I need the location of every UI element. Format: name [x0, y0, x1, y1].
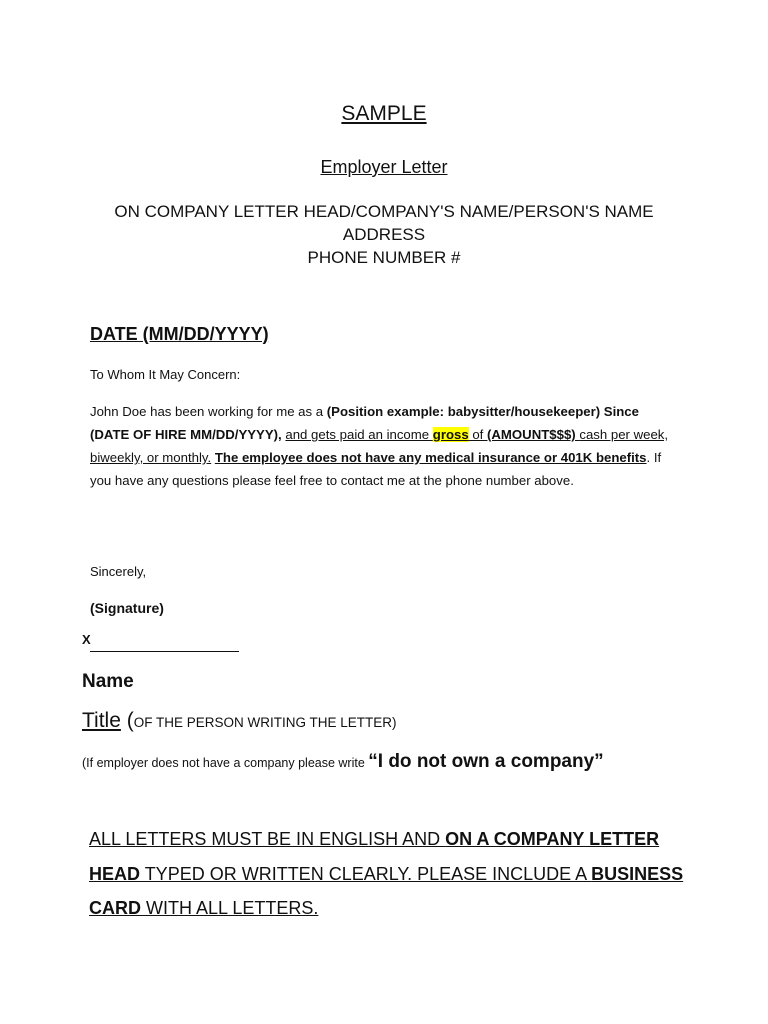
letter-date: DATE (MM/DD/YYYY): [90, 324, 269, 344]
document-title: SAMPLE: [341, 102, 427, 125]
no-company-quote: “I do not own a company”: [368, 751, 604, 772]
body-position: (Position example: babysitter/housekeeper) Since (DATE OF HIRE MM/DD/YYYY),: [90, 404, 639, 442]
notice-text-3: WITH ALL LETTERS.: [141, 898, 319, 918]
no-company-note: [82, 751, 604, 773]
body-of: of: [468, 427, 488, 442]
notice-letterhead: ON A COMPANY LETTER HEAD: [89, 829, 660, 884]
title-label: Title: [82, 709, 121, 732]
notice-text-1: ALL LETTERS MUST BE IN ENGLISH AND: [89, 829, 446, 849]
name-label: Name: [82, 671, 134, 692]
notice-text-2: TYPED OR WRITTEN CLEARLY. PLEASE INCLUDE A: [140, 863, 592, 884]
body-amount: (AMOUNT$$$): [487, 427, 580, 442]
letterhead-line-phone: PHONE NUMBER #: [307, 248, 461, 267]
title-paren: (: [120, 709, 134, 732]
body-income: and gets paid an income: [285, 427, 433, 442]
body-contact: . If you have any questions please feel free to contact me at the phone number above.: [90, 450, 662, 488]
letter-closing: Sincerely,: [90, 564, 147, 579]
document-subtitle: Employer Letter: [320, 157, 448, 177]
signature-mark: X: [82, 632, 91, 647]
letterhead-line-address: ADDRESS: [342, 225, 426, 244]
signature-label: (Signature): [90, 600, 164, 616]
body-text: John Doe has been working for me as a: [90, 404, 327, 419]
letter-greeting: To Whom It May Concern:: [90, 367, 241, 382]
body-frequency: cash per week, biweekly, or monthly.: [90, 427, 669, 465]
title-note: OF THE PERSON WRITING THE LETTER): [133, 715, 397, 730]
signature-line: [90, 651, 239, 652]
letter-body: [90, 400, 680, 492]
body-gross-highlight: gross: [432, 427, 469, 442]
body-benefits: The employee does not have any medical insurance or 401K benefits: [214, 450, 647, 465]
title-line: [82, 709, 397, 733]
notice-business-card: BUSINESS CARD: [89, 863, 684, 918]
english-letterhead-notice: [89, 822, 689, 926]
letterhead-line-company: ON COMPANY LETTER HEAD/COMPANY'S NAME/PERSON'S NAME: [114, 202, 654, 221]
no-company-text: (If employer does not have a company please write: [82, 756, 369, 770]
